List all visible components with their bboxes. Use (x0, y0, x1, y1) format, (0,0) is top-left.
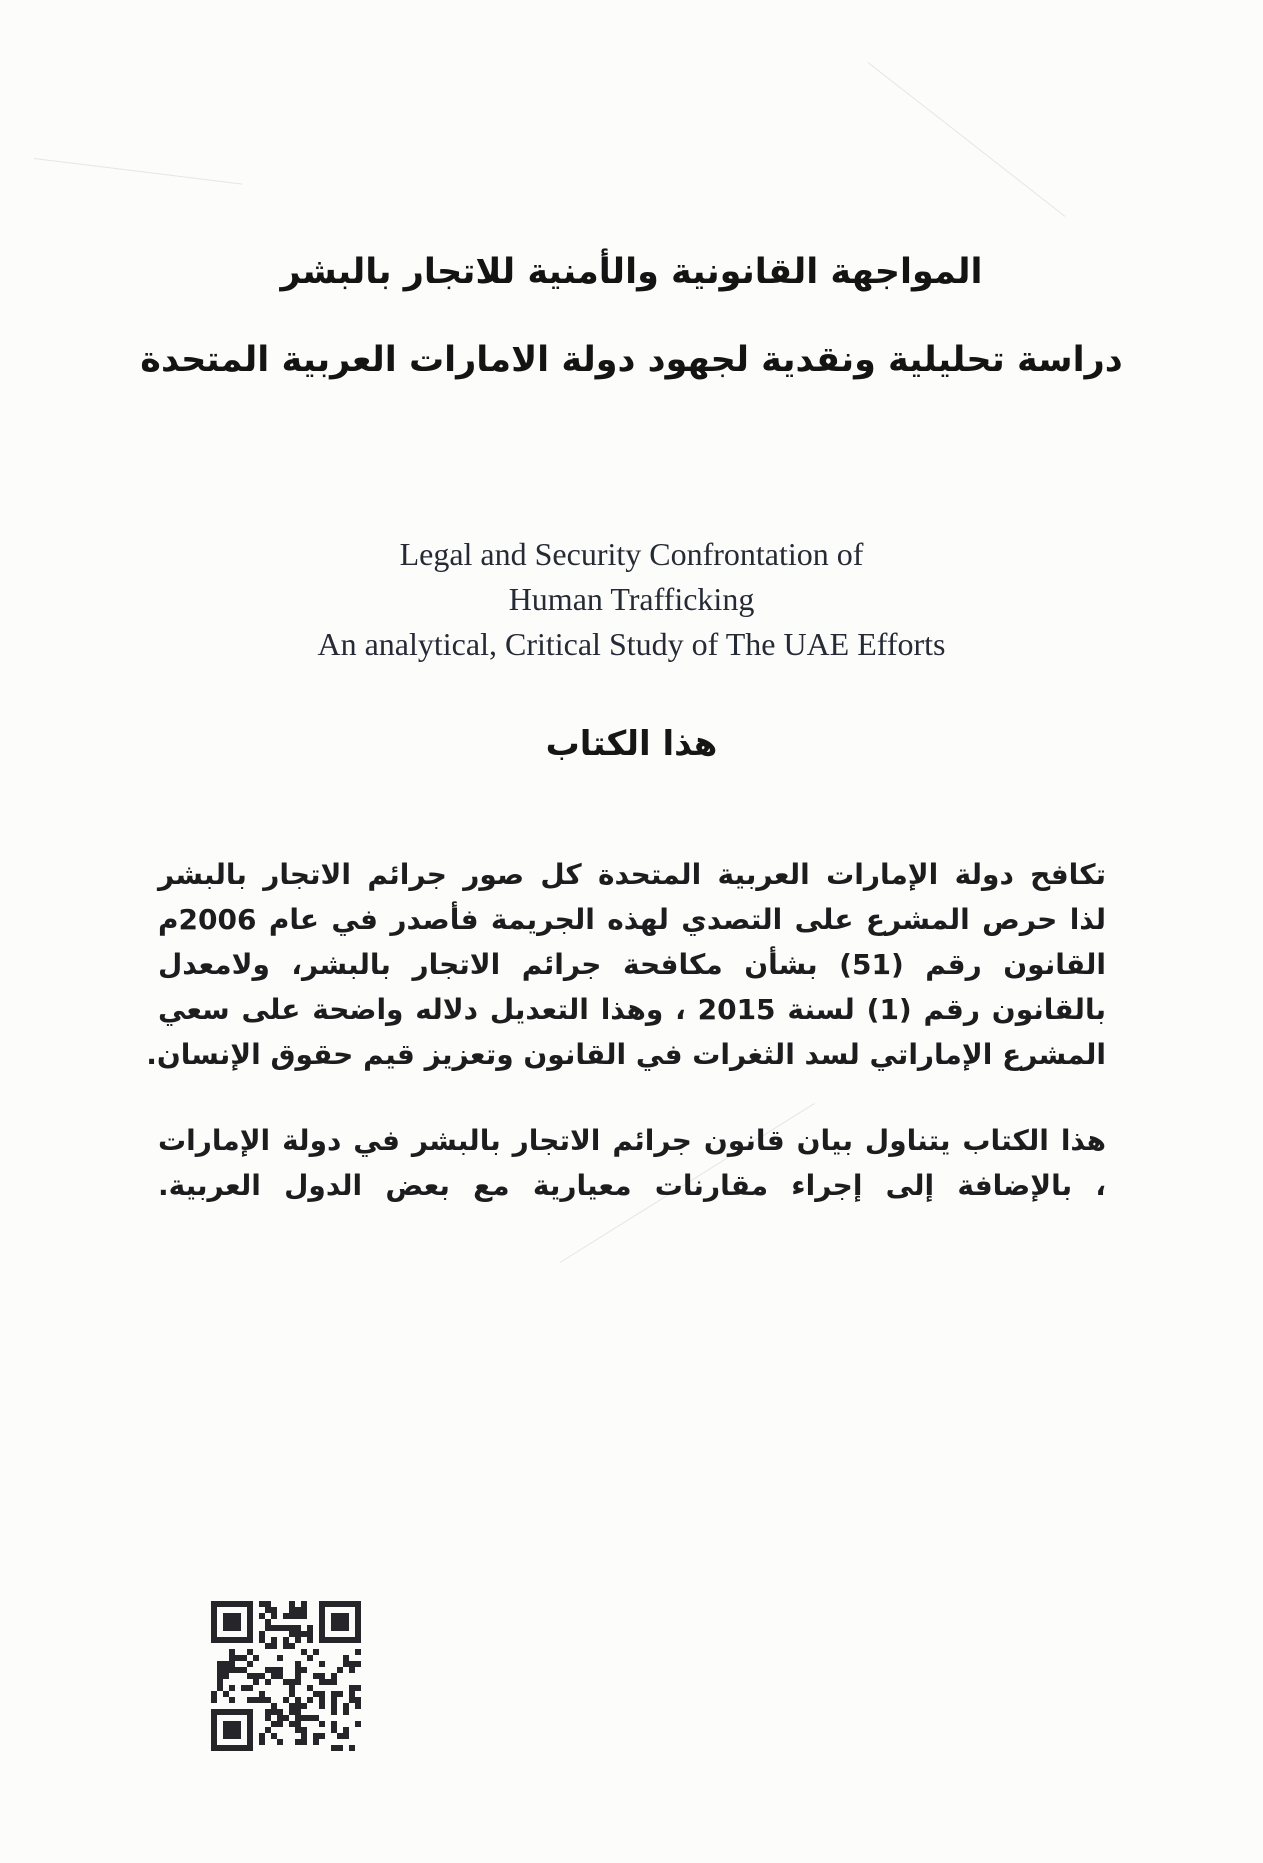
english-title-line3: An analytical, Critical Study of The UAE Efforts (317, 626, 946, 662)
paper-crease (868, 62, 1066, 217)
paragraph-1-line: المشرع الإماراتي لسد الثغرات في القانون وتعزيز قيم حقوق الإنسان. (146, 1038, 1106, 1071)
paragraph-2-line: ، بالإضافة إلى إجراء مقارنات معيارية مع بعض الدول العربية. (158, 1169, 1106, 1202)
english-title (0, 532, 1263, 667)
paragraph-1-line: القانون رقم (51) بشأن مكافحة جرائم الاتجار بالبشر، ولامعدل (158, 948, 1106, 981)
english-title-line2: Human Trafficking (508, 581, 755, 617)
paragraph-2-line: هذا الكتاب يتناول بيان قانون جرائم الاتجار بالبشر في دولة الإمارات (158, 1124, 1106, 1157)
arabic-title-line1: المواجهة القانونية والأمنية للاتجار بالبشر (280, 252, 983, 292)
paper-crease (34, 158, 243, 185)
section-heading: هذا الكتاب (545, 724, 718, 764)
paragraph-1-line: بالقانون رقم (1) لسنة 2015 ، وهذا التعديل دلاله واضحة على سعي (158, 993, 1106, 1026)
paragraph-1-line: لذا حرص المشرع على التصدي لهذه الجريمة فأصدر في عام 2006م (158, 903, 1106, 936)
paragraph-2 (158, 1118, 1106, 1208)
paragraph-1 (146, 852, 1106, 1077)
qr-code-image (211, 1601, 361, 1751)
paragraph-1-line: تكافح دولة الإمارات العربية المتحدة كل صور جرائم الاتجار بالبشر (158, 858, 1106, 891)
english-title-line1: Legal and Security Confrontation of (399, 536, 864, 572)
qr-code (211, 1601, 361, 1751)
arabic-title-line2: دراسة تحليلية ونقدية لجهود دولة الامارات العربية المتحدة (140, 340, 1123, 380)
